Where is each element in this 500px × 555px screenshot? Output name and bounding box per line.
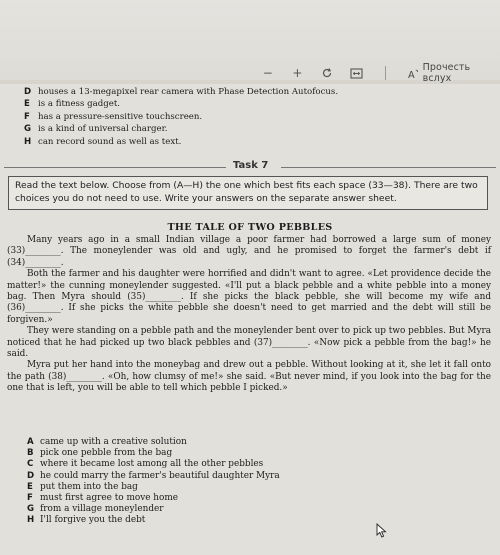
answer-option: F must first agree to move home [27, 493, 179, 504]
story-paragraph: Myra put her hand into the moneybag and drew out a pebble. Without looking at it, she let it fall onto the path (38)________. «Oh, how clumsy of me!» she said. «But never mind, if you look into the bag for the one that is left, you will be able to tell which pebble I picked.» [7, 360, 491, 394]
read-aloud-label: Прочесть вслух [422, 62, 471, 84]
answer-option: C where it became lost among all the other pebbles [27, 459, 264, 470]
story-title: THE TALE OF TWO PEBBLES [167, 222, 333, 233]
task-title: Task 7 [233, 160, 269, 171]
zoom-out-button[interactable]: − [262, 66, 273, 80]
zoom-in-button[interactable]: + [292, 66, 303, 80]
mouse-cursor-icon [376, 523, 387, 542]
answer-option: A came up with a creative solution [27, 437, 187, 447]
answer-option: D he could marry the farmer's beautiful daughter Myra [27, 470, 280, 481]
story-text [7, 235, 491, 395]
option-row: F has a pressure-sensitive touchscreen. [24, 111, 203, 122]
task-header [0, 160, 500, 174]
toolbar-divider [378, 65, 394, 81]
reader-toolbar [0, 0, 500, 84]
option-row: G is a kind of universal charger. [24, 124, 168, 135]
story-paragraph: Both the farmer and his daughter were horrified and didn't want to agree. «Let providence decide the matter!» the cunning moneylender suggested. «I'll put a black pebble and a white pebble into a money bag. Then Myra should (35)________. If she picks the black pebble, she will become my wife and (36)________. If she picks the white pebble she doesn't need to get married and the debt will still be forgiven.» [7, 269, 491, 325]
read-aloud-icon [408, 68, 420, 79]
read-aloud-button[interactable] [408, 62, 500, 84]
previous-task-options [24, 86, 338, 148]
answer-options [27, 437, 280, 527]
answer-option: H I'll forgive you the debt [27, 515, 146, 526]
answer-option: E put them into the bag [27, 481, 138, 492]
svg-text:A: A [407, 69, 415, 79]
fit-page-icon[interactable] [349, 65, 365, 81]
option-row: D houses a 13-megapixel rear camera with Phase Detection Autofocus. [24, 87, 339, 97]
story-paragraph: They were standing on a pebble path and the moneylender bent over to pick up two pebbles. But Myra noticed that he had picked up two black pebbles and (37)________. «Now pick a pebble from the bag!» he said. [7, 326, 491, 360]
task-instruction: Read the text below. Choose from (A—H) the one which best fits each space (33—38). There are two choices you do not need to use. Write your answers on the separate answer sheet. [8, 176, 488, 210]
option-row: H can record sound as well as text. [24, 136, 182, 147]
divider-line [281, 167, 496, 168]
story-paragraph: Many years ago in a small Indian village a poor farmer had borrowed a large sum of money (33)________. The moneylender was old and ugly, and he promised to forget the farmer's debt if (34)________. [7, 235, 491, 268]
toolbar-controls [260, 62, 500, 84]
divider-line [4, 167, 226, 168]
rotate-icon[interactable] [319, 65, 335, 81]
answer-option: B pick one pebble from the bag [27, 448, 173, 459]
option-row: E is a fitness gadget. [24, 99, 121, 110]
answer-option: G from a village moneylender [27, 504, 164, 515]
